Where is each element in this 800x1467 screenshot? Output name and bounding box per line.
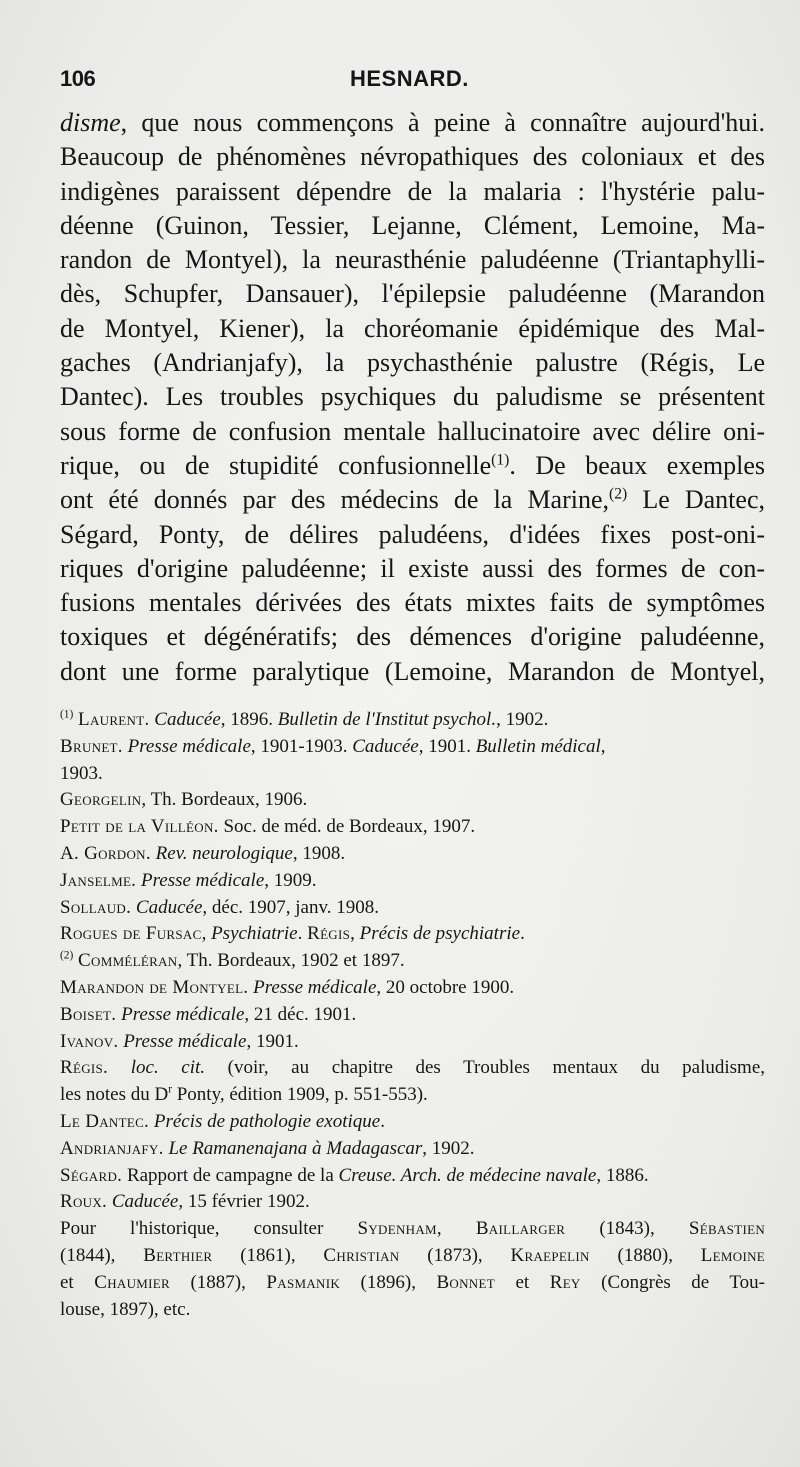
- footnote-line: [60, 1136, 765, 1163]
- footnote-line: [60, 841, 765, 868]
- footnote-line: [60, 1270, 765, 1297]
- text-run: Pour l'historique, consulter: [60, 1218, 358, 1240]
- footnote-ref: (2): [609, 485, 628, 503]
- author: Sollaud.: [60, 896, 132, 918]
- text-run: .: [520, 923, 525, 945]
- footnote-line: [60, 734, 765, 761]
- text-run: Rapport de campagne de la: [122, 1164, 339, 1186]
- author: Sébastien: [688, 1218, 766, 1240]
- text-run: rique, ou de stupidité confusionnelle: [60, 450, 492, 480]
- text-run: , 1901.: [246, 1030, 299, 1052]
- text-line: Dantec). Les troubles psychiques du paludisme se présentent: [60, 382, 765, 412]
- author: Rogues de Fursac: [60, 923, 202, 945]
- text-line: [60, 449, 765, 483]
- footnote-line: [60, 1055, 765, 1082]
- work-title: Presse médicale: [253, 976, 377, 998]
- main-text: [60, 106, 765, 689]
- work-title: Caducée: [135, 896, 203, 918]
- work-title: Bulletin médical: [475, 735, 601, 757]
- author: Marandon de Montyel.: [60, 976, 249, 998]
- author: Petit de la Villéon.: [60, 816, 219, 838]
- text-run: (1887),: [169, 1271, 267, 1293]
- author: Rey: [549, 1271, 581, 1293]
- author: Le Dantec.: [60, 1110, 150, 1132]
- footnote-marker: (2): [60, 949, 74, 962]
- footnote-line: [60, 1163, 765, 1190]
- footnote-marker: (1): [60, 708, 74, 721]
- text-line: toxiques et dégénératifs; des démences d'origine paludéenne,: [60, 622, 765, 652]
- text-run: , 1896.: [220, 709, 278, 730]
- author: Georgelin: [60, 789, 142, 811]
- text-run: (1896),: [340, 1271, 437, 1293]
- work-title: Presse médicale: [123, 1030, 247, 1052]
- text-line: gaches (Andrianjafy), la psychasthénie palustre (Régis, Le: [60, 348, 765, 378]
- text-run: (1843),: [565, 1218, 689, 1240]
- text-run: ,: [600, 735, 606, 757]
- footnote-line: [60, 1109, 765, 1136]
- author: Chaumier: [94, 1271, 170, 1293]
- text-run: (1861),: [212, 1244, 324, 1266]
- text-run: , 1908.: [292, 842, 346, 864]
- footnote-line: [60, 895, 765, 922]
- footnote-line: [60, 1082, 765, 1109]
- footnotes: [60, 707, 765, 1323]
- text-run: (Congrès de Tou-: [580, 1271, 765, 1293]
- text-line: dès, Schupfer, Dansauer), l'épilepsie paludéenne (Marandon: [60, 279, 765, 309]
- text-run: (1844),: [60, 1244, 144, 1266]
- author: Ivanov.: [60, 1030, 119, 1052]
- text-run: ,: [201, 923, 212, 945]
- work-title: loc. cit.: [130, 1057, 206, 1079]
- text-line: sous forme de confusion mentale hallucinatoire avec délire oni-: [60, 416, 765, 446]
- author: Brunet.: [60, 735, 123, 757]
- footnote-line: [60, 1029, 765, 1056]
- work-title: Psychiatrie: [211, 923, 298, 945]
- author: Régis: [307, 923, 351, 945]
- text-run: ,: [350, 923, 360, 945]
- work-title: Bulletin de l'Institut psychol.: [277, 709, 497, 730]
- text-run: , 15 février 1902.: [178, 1191, 310, 1213]
- author: Janselme.: [60, 869, 137, 891]
- text-run: , Th. Bordeaux, 1902 et 1897.: [177, 950, 405, 972]
- text-run: .: [380, 1110, 385, 1132]
- text-run: ont été donnés par des médecins de la Marine,: [60, 485, 610, 515]
- footnote-line: louse, 1897), etc.: [60, 1298, 191, 1320]
- footnote-line: [60, 975, 765, 1002]
- work-title: Rev. neurologique: [155, 842, 293, 864]
- work-title: Caducée: [352, 735, 419, 757]
- author: Pasmanik: [266, 1271, 341, 1293]
- text-run: , 1902.: [496, 709, 549, 730]
- text-line: randon de Montyel), la neurasthénie paludéenne (Triantaphylli-: [60, 245, 765, 275]
- work-title: Caducée: [154, 709, 221, 730]
- text-run: et: [494, 1271, 550, 1293]
- text-line: déenne (Guinon, Tessier, Lejanne, Clément, Lemoine, Ma-: [60, 210, 765, 240]
- footnote-line: [60, 868, 765, 895]
- text-run: , 1902.: [422, 1137, 475, 1159]
- text-run: , Th. Bordeaux, 1906.: [141, 789, 308, 811]
- work-title: Presse médicale: [127, 735, 251, 757]
- author: Régis.: [60, 1057, 109, 1079]
- author: Berthier: [143, 1244, 213, 1266]
- footnote-line: [60, 1002, 765, 1029]
- text-run: (1873),: [399, 1244, 511, 1266]
- author: Andrianjafy.: [60, 1137, 164, 1159]
- superscript: r: [168, 1083, 172, 1096]
- work-title: Presse médicale: [140, 869, 265, 891]
- text-run: , 1901-1903.: [250, 735, 353, 757]
- work-title: Presse médicale: [121, 1003, 245, 1025]
- text-run: les notes du D: [60, 1084, 169, 1106]
- footnote-line: [60, 814, 765, 841]
- text-run: Ponty, édition 1909, p. 551-553).: [171, 1084, 428, 1106]
- work-title: Précis de pathologie exotique: [153, 1110, 381, 1132]
- text-line: [60, 483, 765, 517]
- author: Ségard.: [60, 1164, 123, 1186]
- footnote-line: 1903.: [60, 762, 103, 784]
- text-run: ,: [436, 1218, 476, 1240]
- author: Baillarger: [475, 1218, 566, 1240]
- text-run: , 1909.: [264, 869, 317, 891]
- text-run: , 1886.: [596, 1164, 649, 1186]
- text-run: et: [60, 1271, 95, 1293]
- author: Kraepelin: [510, 1244, 590, 1266]
- page-header: [60, 66, 760, 96]
- text-run: (voir, au chapitre des Troubles mentaux du paludisme,: [205, 1057, 766, 1079]
- footnote-line: [60, 707, 765, 734]
- work-title: Creuse. Arch. de médecine navale: [338, 1164, 597, 1186]
- text-line: dont une forme paralytique (Lemoine, Marandon de Montyel,: [60, 656, 765, 686]
- page-number: 106: [60, 66, 96, 91]
- footnote-line: [60, 1189, 765, 1216]
- text-run: , 1901.: [418, 735, 476, 757]
- text-run: .: [297, 923, 308, 945]
- author: Lemoine: [700, 1244, 766, 1266]
- footnote-line: [60, 921, 765, 948]
- work-title: Précis de psychiatrie: [359, 923, 521, 945]
- text-line: Ségard, Ponty, de délires paludéens, d'idées fixes post-oni-: [60, 519, 765, 549]
- author: Laurent.: [78, 709, 150, 730]
- text-run: , déc. 1907, janv. 1908.: [202, 896, 379, 918]
- work-title: Le Ramanenajana à Madagascar: [168, 1137, 423, 1159]
- running-title: HESNARD.: [350, 66, 469, 91]
- author: A. Gordon.: [60, 842, 151, 864]
- text-run: (1880),: [589, 1244, 701, 1266]
- text-line: fusions mentales dérivées des états mixtes faits de symptômes: [60, 588, 765, 618]
- text-line: riques d'origine paludéenne; il existe aussi des formes de con-: [60, 553, 765, 583]
- work-title: Caducée: [111, 1191, 179, 1213]
- text-run: Soc. de méd. de Bordeaux, 1907.: [218, 816, 476, 838]
- footnote-ref: (1): [491, 451, 510, 469]
- author: Boiset.: [60, 1003, 117, 1025]
- text-run: , 21 déc. 1901.: [244, 1003, 357, 1025]
- author: Christian: [323, 1244, 400, 1266]
- text-italic: disme: [60, 108, 121, 137]
- footnote-line: [60, 787, 765, 814]
- text-run: . De beaux exemples: [509, 450, 765, 480]
- author: Roux.: [60, 1191, 108, 1213]
- text-run: , que nous commençons à peine à connaître aujourd'hui.: [120, 108, 765, 137]
- text-line: Beaucoup de phénomènes névropathiques des coloniaux et des: [60, 142, 765, 172]
- text-line: indigènes paraissent dépendre de la malaria : l'hystérie palu-: [60, 176, 765, 206]
- footnote-line: [60, 1243, 765, 1270]
- footnote-line: [60, 1216, 765, 1243]
- footnote-line: [60, 948, 765, 975]
- text-line: [60, 106, 765, 140]
- text-run: Le Dantec,: [627, 485, 765, 515]
- author: Comméléran: [78, 950, 178, 972]
- author: Bonnet: [436, 1271, 495, 1293]
- text-line: de Montyel, Kiener), la choréomanie épidémique des Mal-: [60, 313, 765, 343]
- author: Sydenham: [357, 1218, 437, 1240]
- text-run: , 20 octobre 1900.: [376, 976, 515, 998]
